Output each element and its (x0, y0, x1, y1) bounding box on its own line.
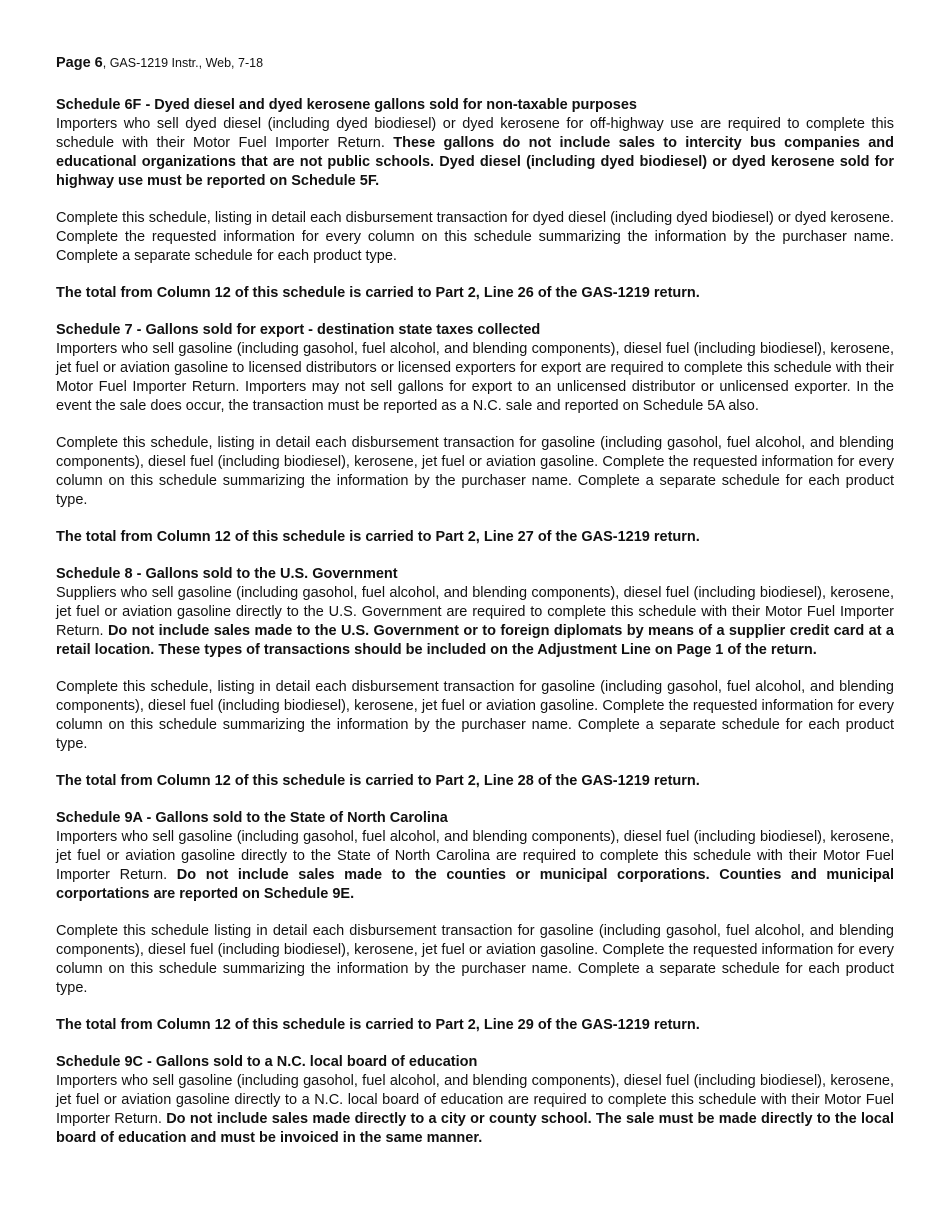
intro-text: Importers who sell dyed diesel (including dyed biodiesel) or dyed kerosene for off-highway use are required to complete this schedule with their Motor Fuel Importer Return. (56, 116, 894, 151)
section-schedule-8 (56, 565, 894, 791)
section-heading: Schedule 8 - Gallons sold to the U.S. Government (56, 566, 398, 582)
section-heading: Schedule 9C - Gallons sold to a N.C. local board of education (56, 1054, 478, 1070)
intro-text: Importers who sell gasoline (including gasohol, fuel alcohol, and blending components), diesel fuel (including biodiesel), kerosene, jet fuel or aviation gasoline to licensed distributors or licensed exporters for export are required to complete this schedule with their Motor Fuel Importer Return. Importers may not sell gallons for export to an unlicensed distributor or unlicensed exporter. In the event the sale does occur, the transaction must be reported as a N.C. sale and reported on Schedule 5A also. (56, 341, 894, 414)
section-schedule-6f (56, 96, 894, 303)
section-schedule-7 (56, 321, 894, 547)
intro-bold-text: Do not include sales made directly to a city or county school. The sale must be made directly to the local board of education and must be invoiced in the same manner. (56, 1111, 895, 1146)
section-total: The total from Column 12 of this schedule is carried to Part 2, Line 29 of the GAS-1219 return. (56, 1017, 700, 1033)
intro-bold-text: Do not include sales made to the U.S. Government or to foreign diplomats by means of a supplier credit card at a retail location. These types of transactions should be included on the Adjustment Line on Page 1 of the return. (56, 623, 894, 658)
section-detail: Complete this schedule listing in detail each disbursement transaction for gasoline (including gasohol, fuel alcohol, and blending components), diesel fuel (including biodiesel), kerosene, jet fuel or aviation gasoline. Complete the requested information for every column on this schedule summarizing the information by the purchaser name. Complete a separate schedule for each product type. (56, 923, 894, 996)
section-heading: Schedule 7 - Gallons sold for export - destination state taxes collected (56, 322, 541, 338)
section-heading: Schedule 6F - Dyed diesel and dyed kerosene gallons sold for non-taxable purposes (56, 97, 637, 113)
section-intro (56, 340, 894, 416)
section-detail: Complete this schedule, listing in detail each disbursement transaction for gasoline (including gasohol, fuel alcohol, and blending components), diesel fuel (including biodiesel), kerosene, jet fuel or aviation gasoline. Complete the requested information for every column on this schedule summarizing the information by the purchaser name. Complete a separate schedule for each product type. (56, 435, 894, 508)
page-number: Page 6 (56, 55, 103, 71)
section-intro (56, 584, 894, 660)
intro-text: Importers who sell gasoline (including gasohol, fuel alcohol, and blending components), diesel fuel (including biodiesel), kerosene, jet fuel or aviation gasoline directly to the State of North Carolina are required to complete this schedule with their Motor Fuel Importer Return. (56, 829, 894, 883)
intro-bold-text: Do not include sales made to the counties or municipal corporations. Counties and municipal corportations are reported on Schedule 9E. (56, 867, 894, 902)
section-schedule-9c (56, 1053, 894, 1148)
section-total: The total from Column 12 of this schedule is carried to Part 2, Line 28 of the GAS-1219 return. (56, 773, 700, 789)
section-heading: Schedule 9A - Gallons sold to the State of North Carolina (56, 810, 448, 826)
intro-bold-text: These gallons do not include sales to intercity bus companies and educational organizations that are not public schools. Dyed diesel (including dyed biodiesel) or dyed kerosene sold for highway use must be reported on Schedule 5F. (56, 135, 894, 189)
section-total: The total from Column 12 of this schedule is carried to Part 2, Line 26 of the GAS-1219 return. (56, 285, 700, 301)
section-schedule-9a (56, 809, 894, 1035)
form-reference: , GAS-1219 Instr., Web, 7-18 (102, 56, 264, 70)
section-intro (56, 115, 894, 191)
intro-text: Importers who sell gasoline (including gasohol, fuel alcohol, and blending components), diesel fuel (including biodiesel), kerosene, jet fuel or aviation gasoline directly to a N.C. local board of education are required to complete this schedule with their Motor Fuel Importer Return. (56, 1073, 894, 1127)
section-intro (56, 828, 894, 904)
section-total: The total from Column 12 of this schedule is carried to Part 2, Line 27 of the GAS-1219 return. (56, 529, 700, 545)
section-detail: Complete this schedule, listing in detail each disbursement transaction for dyed diesel (including dyed biodiesel) or dyed kerosene. Complete the requested information for every column on this schedule summarizing the information by the purchaser name. Complete a separate schedule for each product type. (56, 210, 894, 264)
section-detail: Complete this schedule, listing in detail each disbursement transaction for gasoline (including gasohol, fuel alcohol, and blending components), diesel fuel (including biodiesel), kerosene, jet fuel or aviation gasoline. Complete the requested information for every column on this schedule summarizing the information by the purchaser name. Complete a separate schedule for each product type. (56, 679, 894, 752)
intro-text: Suppliers who sell gasoline (including gasohol, fuel alcohol, and blending components), diesel fuel (including biodiesel), kerosene, jet fuel or aviation gasoline directly to the U.S. Government are required to complete this schedule with their Motor Fuel Importer Return. (56, 585, 894, 639)
section-intro (56, 1072, 894, 1148)
page-header (56, 54, 894, 72)
